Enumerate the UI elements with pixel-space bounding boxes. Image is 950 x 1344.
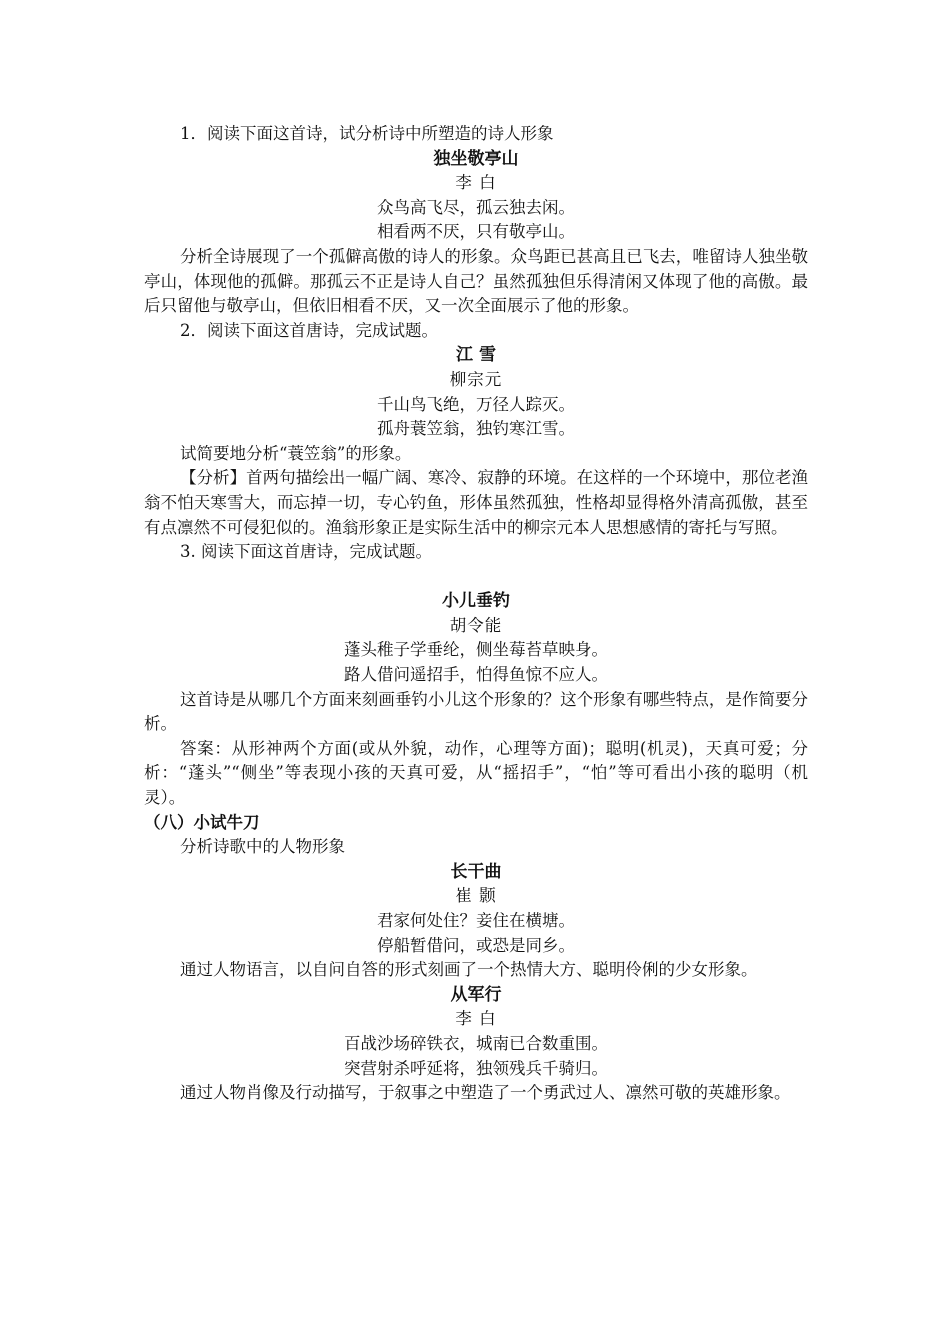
poem2-verse-line-2: 突营射杀呼延将，独领残兵千骑归。 [344,1058,608,1078]
poem2-analysis: 通过人物肖像及行动描写，于叙事之中塑造了一个勇武过人、凛然可敬的英雄形象。 [180,1083,791,1103]
q2-verse-line-2: 孤舟蓑笠翁，独钓寒江雪。 [377,419,575,439]
poem2-author: 李 白 [455,1009,497,1029]
poem2-verse-line-1: 百战沙场碎铁衣，城南已合数重围。 [344,1033,608,1053]
poem1-verse-line-1: 君家何处住？妾住在横塘。 [377,911,575,930]
poem1-analysis: 通过人物语言，以自问自答的形式刻画了一个热情大方、聪明伶俐的少女形象。 [180,960,758,980]
q2-analysis: 【分析】首两句描绘出一幅广阔、寒冷、寂静的环境。在这样的一个环境中，那位老渔翁不怕天寒雪大，而忘掉一切，专心钓鱼，形体虽然孤独，性格却显得格外清高孤傲，甚至有点凛然不可侵犯似的。渔翁形象正是实际生活中的柳宗元本人思想感情的寄托与写照。 [144,468,808,537]
q3-prompt: 3. 阅读下面这首唐诗，完成试题。 [180,542,432,562]
document-page [144,122,808,1106]
q2-poem-title: 江 雪 [456,345,496,366]
q2-prompt: 2．阅读下面这首唐诗，完成试题。 [180,320,438,340]
q3-poem-title: 小儿垂钓 [442,591,510,612]
q1-prompt: 1．阅读下面这首诗，试分析诗中所塑造的诗人形象 [180,124,554,143]
spacer [144,565,808,590]
q2-poem-author: 柳宗元 [449,369,503,389]
q1-poem-author: 李 白 [455,173,497,193]
q1-poem-title: 独坐敬亭山 [433,148,519,169]
q1-verse-line-2: 相看两不厌，只有敬亭山。 [377,222,575,242]
q2-verse-line-1: 千山鸟飞绝，万径人踪灭。 [377,394,575,414]
poem2-title: 从军行 [450,984,502,1005]
q3-verse-line-1: 蓬头稚子学垂纶，侧坐莓苔草映身。 [344,640,608,660]
section-intro: 分析诗歌中的人物形象 [180,837,345,857]
section-heading: （八）小试牛刀 [144,812,260,832]
q1-analysis: 分析全诗展现了一个孤僻高傲的诗人的形象。众鸟距已甚高且已飞去，唯留诗人独坐敬亭山，体现他的孤僻。那孤云不正是诗人自己？虽然孤独但乐得清闲又体现了他的高傲。最后只留他与敬亭山，但依旧相看不厌，又一次全面展示了他的形象。 [144,246,808,316]
poem1-title: 长干曲 [450,861,502,882]
poem1-author: 崔 颢 [455,886,497,906]
q3-verse-line-2: 路人借问遥招手，怕得鱼惊不应人。 [344,665,608,685]
q1-verse-line-1: 众鸟高飞尽，孤云独去闲。 [377,197,575,217]
q3-question: 这首诗是从哪几个方面来刻画垂钓小儿这个形象的？这个形象有哪些特点，是作简要分析。 [144,689,808,734]
q3-poem-author: 胡令能 [449,615,503,635]
q3-answer: 答案：从形神两个方面(或从外貌，动作，心理等方面)；聪明(机灵)，天真可爱；分析：“蓬头”“侧坐”等表现小孩的天真可爱，从“摇招手”，“怕”等可看出小孩的聪明（机灵）。 [144,738,808,808]
q2-question: 试简要地分析“蓑笠翁”的形象。 [180,443,412,463]
poem1-verse-line-2: 停船暂借问，或恐是同乡。 [377,935,575,955]
